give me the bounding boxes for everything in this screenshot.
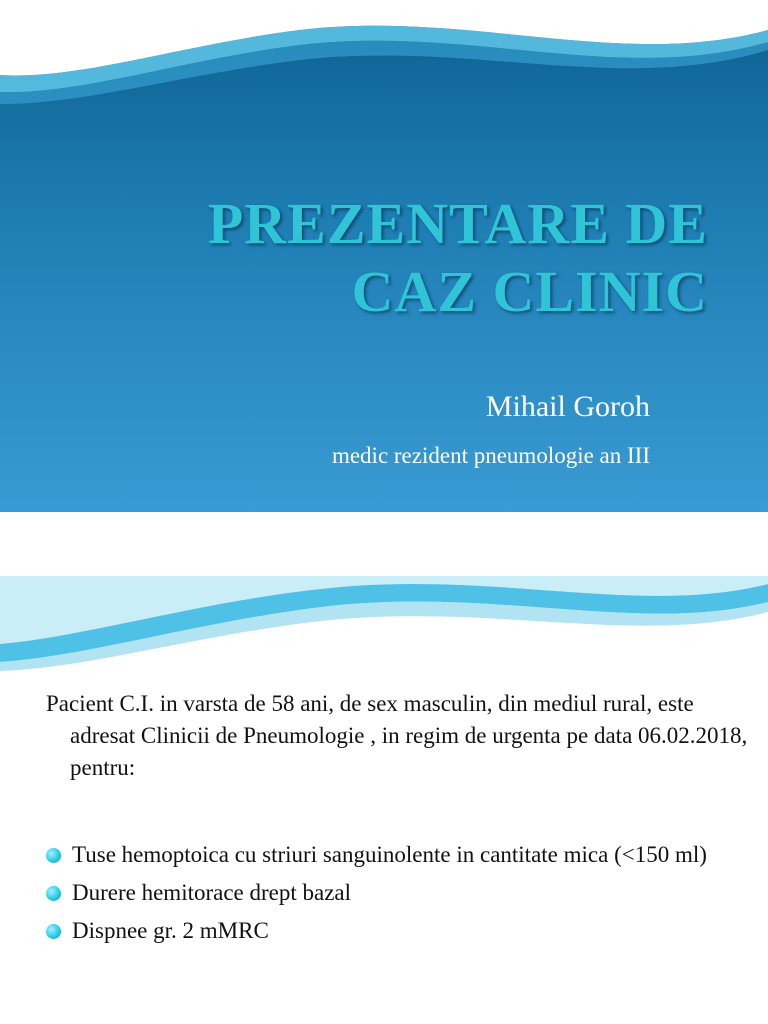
header-wave-decoration xyxy=(0,576,768,671)
symptom-text: Dispnee gr. 2 mMRC xyxy=(72,918,269,943)
bullet-dot-icon xyxy=(46,924,61,939)
presenter-role: medic rezident pneumologie an III xyxy=(331,443,650,468)
case-slide xyxy=(0,576,768,1024)
list-item xyxy=(46,840,746,870)
list-item xyxy=(46,878,746,908)
symptom-text: Tuse hemoptoica cu striuri sanguinolente in cantitate mica (<150 ml) xyxy=(72,842,707,867)
symptom-text: Durere hemitorace drept bazal xyxy=(72,880,352,905)
bullet-dot-icon xyxy=(46,848,61,863)
bullet-dot-icon xyxy=(46,886,61,901)
symptom-list xyxy=(46,840,746,954)
list-item xyxy=(46,916,746,946)
header-wave-decoration xyxy=(0,0,768,110)
presenter-name: Mihail Goroh xyxy=(485,390,650,423)
case-intro-text: Pacient C.I. in varsta de 58 ani, de sex masculin, din mediul rural, este adresat Clinicii de Pneumologie , in regim de urgenta pe data 06.02.2018, pentru: xyxy=(46,691,748,780)
slide-title: PREZENTARE DE CAZ CLINIC xyxy=(207,191,708,324)
